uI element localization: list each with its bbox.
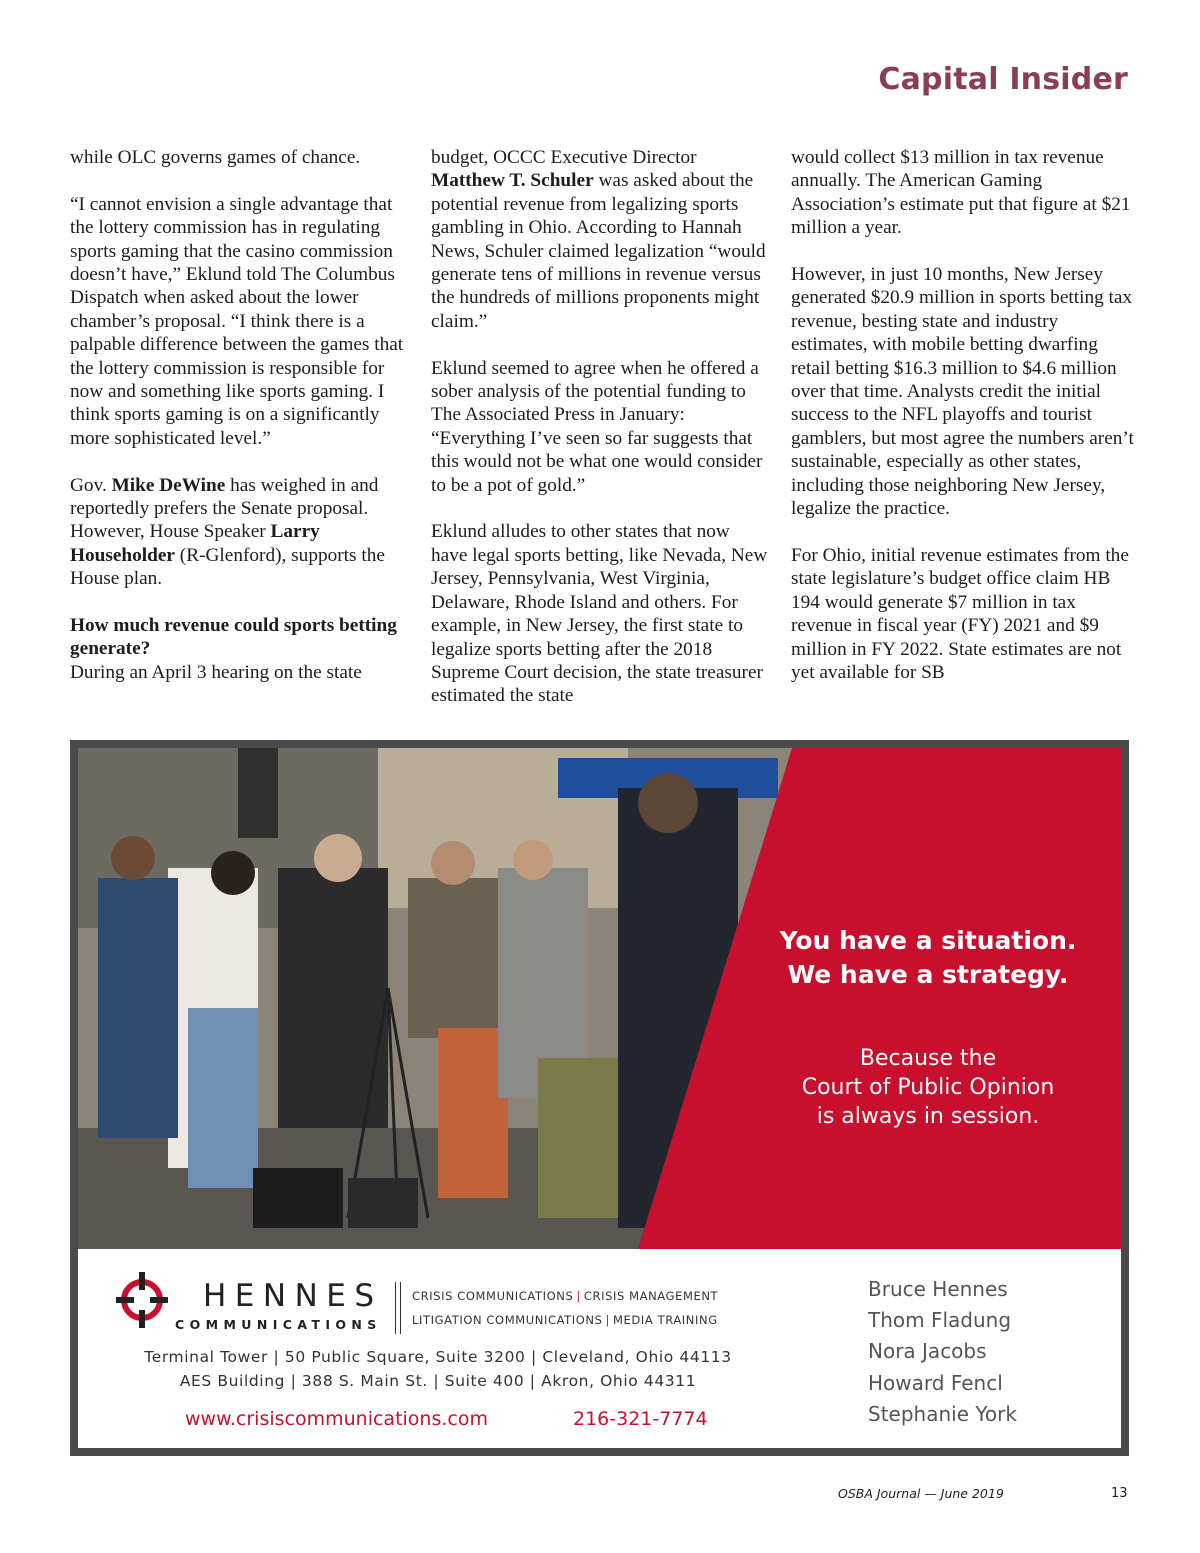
headline-line-1: You have a situation. — [779, 926, 1077, 955]
ad-headline — [738, 924, 1118, 992]
text: was asked about the potential revenue from legalizing sports gambling in Ohio. According to Hannah News, Schuler claimed legalization “would generate tens of millions in revenue versus the hundreds of millions proponents might claim.” — [431, 170, 766, 332]
paragraph: However, in just 10 months, New Jersey generated $20.9 million in sports betting tax revenue, besting state and industry estimates, with mobile betting dwarfing retail betting $16.3 million to $4.6 million over that time. Analysts credit the initial success to the NFL playoffs and tourist gamblers, but most agree the numbers aren’t sustainable, especially as other states, including those neighboring New Jersey, legalize the practice. — [791, 264, 1134, 520]
text: has weighed in and reportedly prefers the Senate proposal. However, House Speaker — [70, 474, 379, 543]
person-name: Mike DeWine — [111, 474, 226, 496]
paragraph: would collect $13 million in tax revenue annually. The American Gaming Association’s estimate put that figure at $21 million a year. — [791, 147, 1131, 239]
divider — [400, 1282, 401, 1334]
subheadline-line-3: is always in session. — [816, 1104, 1040, 1129]
phone-number: 216-321-7774 — [573, 1408, 708, 1430]
headline-line-2: We have a strategy. — [787, 960, 1069, 989]
target-logo-icon — [116, 1270, 168, 1330]
paragraph: while OLC governs games of chance. — [70, 147, 361, 168]
subheading-text: How much revenue could sports betting generate? — [70, 615, 397, 660]
footer-journal: OSBA Journal — June 2019 — [838, 1486, 1004, 1501]
brand-name: HENNES — [203, 1278, 383, 1314]
paragraph — [70, 474, 410, 591]
service: LITIGATION COMMUNICATIONS — [412, 1313, 603, 1327]
paragraph: For Ohio, initial revenue estimates from the state legislature’s budget office claim HB 194 would generate $7 million in tax revenue in fiscal year (FY) 2021 and $9 million in FY 2022. State estimates are not yet available for SB — [791, 544, 1129, 683]
paragraph: Eklund alludes to other states that now have legal sports betting, like Nevada, New Jersey, Pennsylvania, West Virginia, Delaware, Rhode Island and others. For example, in New Jersey, the first state to legalize sports betting after the 2018 Supreme Court decision, the state treasurer estimated the state — [431, 521, 768, 707]
paragraph: Eklund seemed to agree when he offered a sober analysis of the potential funding to The Associated Press in January: “Everything I’ve seen so far suggests that this would not be what one would consider to be a pot of gold.” — [431, 357, 763, 496]
person-name: Larry Householder — [70, 521, 320, 566]
website-link[interactable]: www.crisiscommunications.com — [185, 1408, 488, 1430]
article-column-2 — [431, 146, 771, 731]
brand-subtitle: COMMUNICATIONS — [175, 1317, 382, 1332]
services-line-1 — [412, 1289, 718, 1303]
staff-name: Thom Fladung — [868, 1308, 1012, 1333]
ad-inner — [78, 748, 1121, 1448]
separator: | — [576, 1289, 581, 1303]
address-line-1: Terminal Tower | 50 Public Square, Suite 3200 | Cleveland, Ohio 44113 — [144, 1348, 732, 1366]
divider — [395, 1282, 396, 1334]
separator: | — [605, 1313, 611, 1327]
red-panel — [78, 748, 1121, 1249]
staff-name: Stephanie York — [868, 1401, 1017, 1426]
paragraph: “I cannot envision a single advantage that the lottery commission has in regulating sports gaming that the casino commission doesn’t have,” Eklund told The Columbus Dispatch when asked about the lower chamber’s proposal. “I think there is a palpable difference between the games that the lottery commission is responsible for now and something like sports gaming. I think sports gaming is on a significantly more sophisticated level.” — [70, 193, 404, 449]
person-name: Matthew T. Schuler — [431, 170, 594, 192]
page-number: 13 — [1111, 1486, 1128, 1501]
staff-name: Bruce Hennes — [868, 1277, 1008, 1301]
services-line-2 — [412, 1313, 718, 1327]
subheadline-line-2: Court of Public Opinion — [801, 1075, 1055, 1100]
ad-subheadline — [738, 1044, 1118, 1131]
service: CRISIS COMMUNICATIONS — [412, 1289, 574, 1303]
text: (R-Glenford), supports the House plan. — [70, 544, 385, 590]
staff-names — [868, 1274, 1017, 1430]
address-line-2: AES Building | 388 S. Main St. | Suite 400 | Akron, Ohio 44311 — [179, 1372, 697, 1390]
subheading — [70, 614, 410, 661]
staff-name: Howard Fencl — [868, 1370, 1003, 1395]
subheadline-line-1: Because the — [859, 1046, 997, 1071]
paragraph: During an April 3 hearing on the state — [70, 661, 362, 683]
service: MEDIA TRAINING — [613, 1313, 718, 1327]
section-title: Capital Insider — [878, 62, 1128, 97]
text: Gov. — [70, 474, 112, 496]
service: CRISIS MANAGEMENT — [583, 1289, 719, 1303]
paragraph — [431, 146, 771, 333]
advertisement — [70, 740, 1129, 1456]
article-column-3 — [791, 146, 1136, 708]
text: budget, OCCC Executive Director — [431, 147, 697, 168]
staff-name: Nora Jacobs — [868, 1339, 987, 1364]
article-column-1 — [70, 146, 410, 708]
